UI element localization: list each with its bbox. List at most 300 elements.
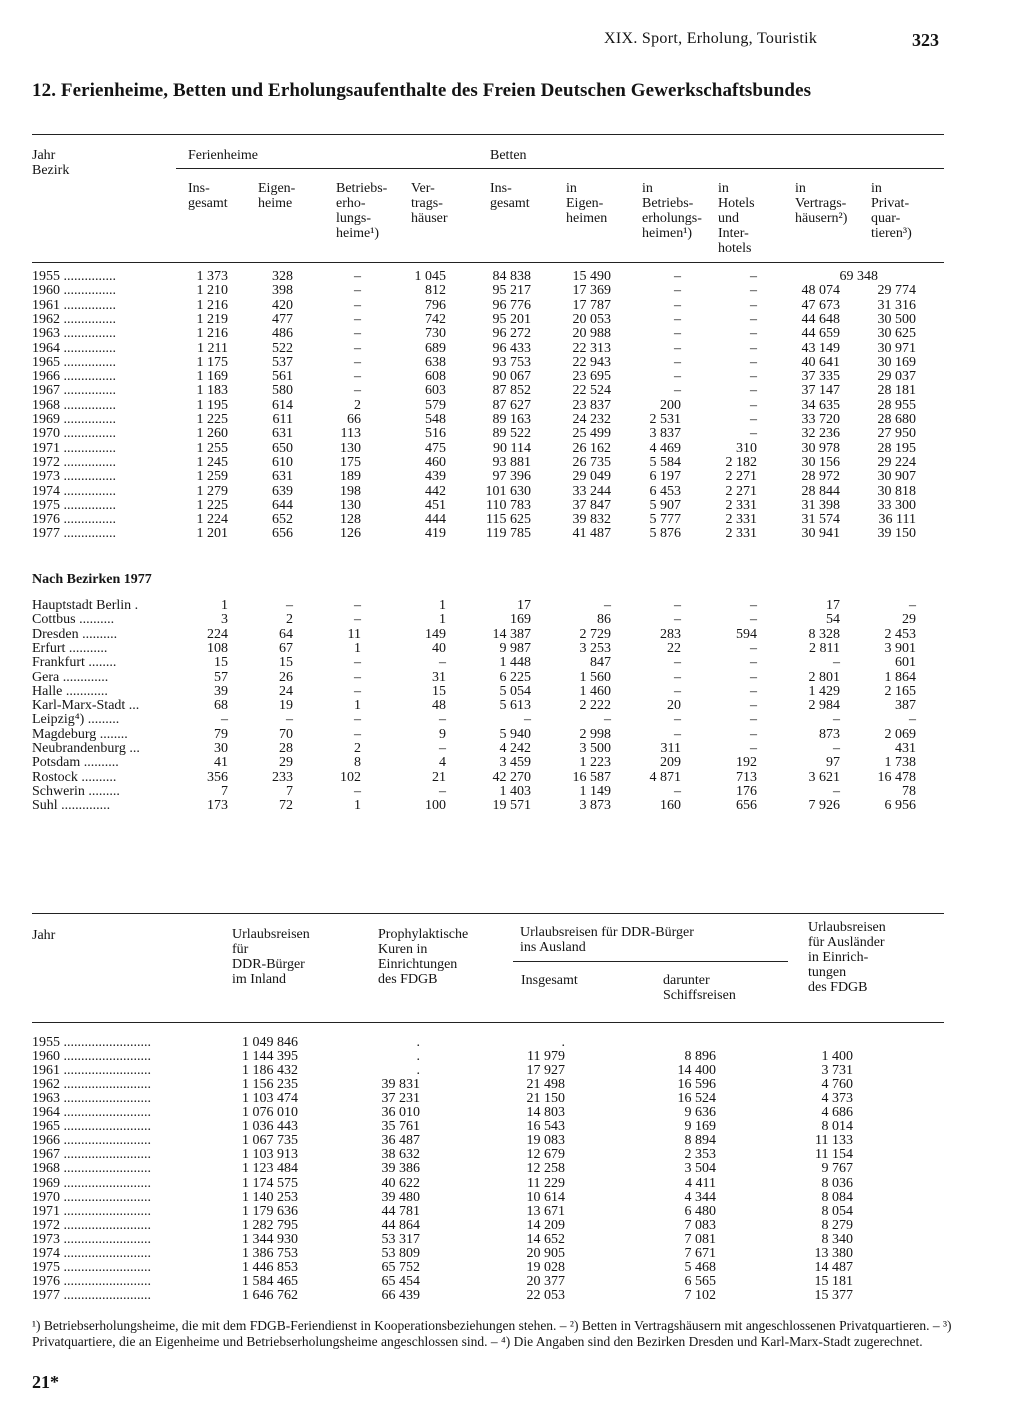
table-cell: 439: [425, 469, 446, 485]
table-cell: 610: [272, 454, 293, 470]
table-cell: –: [750, 426, 757, 442]
table-cell: 42 270: [492, 769, 531, 785]
table-cell: –: [524, 712, 531, 728]
table-row: [0, 699, 1024, 713]
table-cell: 1 584 465: [242, 1273, 298, 1289]
table-row: [0, 642, 1024, 656]
table-cell: 3 253: [579, 640, 611, 656]
table-cell: 115 625: [486, 512, 531, 528]
table-cell: 431: [895, 741, 916, 756]
table-cell: 14 387: [492, 626, 531, 642]
col-header: Ins- gesamt: [188, 181, 228, 211]
row-label: Gera .............: [32, 670, 109, 685]
table-cell: –: [750, 640, 757, 656]
table-cell: 1 448: [499, 655, 531, 671]
table-cell: 5 907: [649, 497, 681, 513]
table-cell: –: [286, 712, 293, 728]
table1-group-rule: [176, 168, 944, 169]
table-cell: 39 831: [381, 1077, 420, 1093]
table-cell: 548: [425, 412, 446, 427]
row-label: Neubrandenburg ...: [32, 742, 140, 756]
table-cell: 3 459: [499, 755, 531, 771]
row-label: Schwerin .........: [32, 784, 120, 799]
table-cell: –: [354, 783, 361, 799]
table-cell: 15 377: [814, 1287, 853, 1303]
table-cell: 328: [272, 269, 293, 284]
table-cell: 713: [736, 769, 757, 785]
group-header-ausland: Urlaubsreisen für DDR-Bürger ins Ausland: [520, 925, 694, 955]
table-row: [0, 1247, 1024, 1261]
row-label: 1966 .........................: [32, 1134, 151, 1149]
table-cell: 1 179 636: [242, 1203, 298, 1219]
table-cell: 84 838: [492, 269, 531, 284]
table-cell: 579: [425, 397, 446, 413]
table-cell: 101 630: [485, 483, 531, 499]
table-cell: 29 774: [877, 283, 916, 299]
table-cell: 644: [272, 497, 293, 513]
table-cell: 17: [826, 598, 840, 613]
table-cell: 3: [221, 612, 228, 628]
table1-header-rule: [32, 262, 944, 263]
table-cell: 689: [425, 340, 446, 356]
table-cell: 11 133: [815, 1133, 853, 1149]
table-cell: –: [674, 683, 681, 699]
table-cell: 2 811: [809, 640, 840, 656]
table-row: [0, 756, 1024, 770]
table-cell: 4 760: [821, 1077, 853, 1093]
table-cell: 650: [272, 440, 293, 456]
table-cell: 7 671: [684, 1245, 716, 1261]
table-cell: 1 446 853: [242, 1259, 298, 1275]
table-cell: 2 331: [725, 497, 757, 513]
table-cell: 3 837: [649, 426, 681, 442]
table-row: [0, 1050, 1024, 1064]
table-cell: 29 224: [877, 454, 916, 470]
table-cell: 5 876: [649, 526, 681, 542]
table-row: [0, 527, 1024, 541]
table-cell: 1 560: [579, 669, 611, 685]
table-row: [0, 1036, 1024, 1050]
row-label: 1955 .........................: [32, 1036, 151, 1050]
table-row: [0, 771, 1024, 785]
row-label: 1965 ...............: [32, 355, 116, 370]
table-cell: 1 255: [196, 440, 228, 456]
table-cell: 12 679: [526, 1147, 565, 1163]
table-cell: 37 847: [572, 497, 611, 513]
row-label: Potsdam ..........: [32, 756, 119, 771]
table-cell: 656: [272, 526, 293, 542]
table-cell: 128: [340, 512, 361, 528]
table-cell: 4 373: [821, 1091, 853, 1107]
table-cell: 1 201: [196, 526, 228, 542]
table-cell: 1 149: [579, 783, 611, 799]
col-header: Urlaubsreisen für Ausländer in Einrich- tungen des FDGB: [808, 920, 886, 995]
table-cell: 22 524: [572, 383, 611, 399]
table-cell: 21 150: [526, 1091, 565, 1107]
table-cell: 631: [272, 426, 293, 442]
table-cell: 1 864: [884, 669, 916, 685]
table-cell: 1 260: [196, 426, 228, 442]
table-cell: 4: [439, 755, 446, 771]
table-cell: 742: [425, 311, 446, 327]
table-row: [0, 728, 1024, 742]
row-label: 1964 ...............: [32, 341, 116, 356]
table-cell: 108: [207, 640, 228, 656]
table-cell: 8 014: [821, 1119, 853, 1135]
table-cell: 2 453: [884, 626, 916, 642]
table-cell: 2 165: [884, 683, 916, 699]
row-label: 1961 .........................: [32, 1064, 151, 1079]
table-cell: 173: [207, 798, 228, 814]
table-cell: 20 377: [526, 1273, 565, 1289]
table-row: [0, 413, 1024, 427]
table-cell: 89 522: [492, 426, 531, 442]
table-cell: 17 369: [572, 283, 611, 299]
table-cell: 1 210: [196, 283, 228, 299]
table-cell: 16 524: [677, 1091, 716, 1107]
table-cell: 23 837: [572, 397, 611, 413]
footnotes: ¹) Betriebserholungsheime, die mit dem FDGB-Feriendienst in Kooperationsbeziehungen stehen. – ²) Betten in Vertragshäusern mit angeschlossenen Privatquartieren. – ³) Privatquartiere, die an Eigenheime und Betriebserholungsheime angeschlossen sind. – ⁴) Die Angaben sind den Bezirken Dresden und Karl-Marx-Stadt zugerechnet.: [32, 1318, 952, 1349]
table-cell: 1 400: [821, 1049, 853, 1065]
table-cell: 2 331: [725, 526, 757, 542]
table-cell: 1 216: [196, 326, 228, 342]
table-cell: 2 182: [725, 454, 757, 470]
table-row: [0, 1275, 1024, 1289]
table-cell: 17: [517, 598, 531, 613]
table-cell: –: [750, 340, 757, 356]
row-label: 1965 .........................: [32, 1120, 151, 1135]
table-cell: 10 614: [526, 1189, 565, 1205]
table-cell: 28 181: [877, 383, 916, 399]
table-cell: 30 500: [877, 311, 916, 327]
table-cell: 8 279: [821, 1217, 853, 1233]
table-cell: 730: [425, 326, 446, 342]
row-label: Rostock ..........: [32, 770, 117, 785]
table-cell: 24 232: [572, 412, 611, 427]
table-cell: 26 162: [572, 440, 611, 456]
row-label: 1972 ...............: [32, 455, 116, 470]
table-cell: –: [354, 612, 361, 628]
table-cell: 812: [425, 283, 446, 299]
table-cell: 1 174 575: [242, 1175, 298, 1191]
table-cell: 28: [279, 741, 293, 756]
table-cell: 70: [279, 726, 293, 742]
table-cell: 21: [432, 769, 446, 785]
row-label: 1963 .........................: [32, 1092, 151, 1107]
table-cell: 283: [660, 626, 681, 642]
table-row: [0, 270, 1024, 284]
table-cell: 2: [354, 397, 361, 413]
table-cell: 31: [432, 669, 446, 685]
table1-top-rule: [32, 134, 944, 135]
table-cell: –: [674, 269, 681, 284]
table-cell: 36 010: [381, 1105, 420, 1121]
table-cell: 39 832: [572, 512, 611, 528]
running-head: XIX. Sport, Erholung, Touristik: [604, 30, 818, 47]
table-row: [0, 1064, 1024, 1078]
table-cell: –: [674, 655, 681, 671]
table-cell: 90 067: [492, 369, 531, 385]
table-cell: 614: [272, 397, 293, 413]
table-cell: 9: [439, 726, 446, 742]
table-cell: 2: [354, 741, 361, 756]
row-label: 1969 ...............: [32, 413, 116, 427]
table-cell: 97 396: [492, 469, 531, 485]
table-cell: –: [674, 311, 681, 327]
table-cell: 2 998: [579, 726, 611, 742]
row-label: Hauptstadt Berlin .: [32, 599, 139, 613]
table-cell: 475: [425, 440, 446, 456]
table-cell: 14 803: [526, 1105, 565, 1121]
table-cell: 638: [425, 354, 446, 370]
table-cell: 25 499: [572, 426, 611, 442]
table-cell: 1 282 795: [242, 1217, 298, 1233]
table-cell: –: [439, 741, 446, 756]
table-cell: 20 988: [572, 326, 611, 342]
row-label: 1962 .........................: [32, 1078, 151, 1093]
table-cell: 1: [221, 598, 228, 613]
table-cell: 30: [214, 741, 228, 756]
table-cell: 4 242: [499, 741, 531, 756]
table1-stub-header: Jahr Bezirk: [32, 148, 70, 178]
table-cell: 192: [736, 755, 757, 771]
table-cell: 6 225: [499, 669, 531, 685]
table-cell: 40: [432, 640, 446, 656]
table-cell: 1 373: [196, 269, 228, 284]
table-cell: .: [561, 1035, 565, 1050]
table-cell: 1 403: [499, 783, 531, 799]
table-cell: 36 111: [878, 512, 916, 528]
table-cell: 1 067 735: [242, 1133, 298, 1149]
table-cell: 224: [207, 626, 228, 642]
table-cell: 26 735: [572, 454, 611, 470]
table-cell: 8 084: [821, 1189, 853, 1205]
row-label: 1966 ...............: [32, 370, 116, 385]
table-cell: .: [416, 1035, 420, 1050]
row-label: 1974 ...............: [32, 484, 116, 499]
table-cell: 2 331: [725, 512, 757, 528]
table-cell: 14 652: [526, 1231, 565, 1247]
table-cell: –: [604, 598, 611, 613]
table-cell: 160: [660, 798, 681, 814]
table-cell: 44 648: [801, 311, 840, 327]
table-cell: 15: [214, 655, 228, 671]
table-cell: –: [750, 397, 757, 413]
page-number: 323: [912, 30, 939, 50]
table-cell: 1 460: [579, 683, 611, 699]
table-cell: 30 907: [877, 469, 916, 485]
table-cell: 1 344 930: [242, 1231, 298, 1247]
table-cell: 8: [354, 755, 361, 771]
table-cell: 7 083: [684, 1217, 716, 1233]
table-cell: 21 498: [526, 1077, 565, 1093]
table-cell: 54: [826, 612, 840, 628]
table-cell: 4 411: [685, 1175, 716, 1191]
table-cell: –: [750, 269, 757, 284]
table-cell: 1 045: [414, 269, 446, 284]
table-cell: –: [750, 354, 757, 370]
table-row: [0, 685, 1024, 699]
table-cell: 1 049 846: [242, 1035, 298, 1050]
table-cell: 3 731: [821, 1063, 853, 1079]
table-cell: –: [354, 383, 361, 399]
table-cell: 15: [279, 655, 293, 671]
table-cell: 93 753: [492, 354, 531, 370]
row-label: Cottbus ..........: [32, 613, 115, 628]
table-row: [0, 513, 1024, 527]
table-cell: –: [674, 383, 681, 399]
table-cell: 14 209: [526, 1217, 565, 1233]
table-cell: 1 386 753: [242, 1245, 298, 1261]
table-cell: –: [354, 598, 361, 613]
table-cell: 561: [272, 369, 293, 385]
table-cell: 16 596: [677, 1077, 716, 1093]
table-cell: 15 181: [814, 1273, 853, 1289]
table-cell: 3 873: [579, 798, 611, 814]
table-cell: 2 531: [649, 412, 681, 427]
table-cell: –: [750, 326, 757, 342]
table-cell: –: [286, 598, 293, 613]
table-row: [0, 1233, 1024, 1247]
table-cell: 119 785: [486, 526, 531, 542]
table-cell: 41 487: [572, 526, 611, 542]
table-cell: 176: [736, 783, 757, 799]
table-cell: 29: [279, 755, 293, 771]
table-cell: 40 641: [801, 354, 840, 370]
table-cell: 28 844: [801, 483, 840, 499]
table-cell: 14 487: [814, 1259, 853, 1275]
table-cell: 9 636: [684, 1105, 716, 1121]
table-cell: –: [750, 383, 757, 399]
table-cell: 30 625: [877, 326, 916, 342]
table-cell: 5 468: [684, 1259, 716, 1275]
table-cell: 4 871: [649, 769, 681, 785]
table-cell: 22 053: [526, 1287, 565, 1303]
table-cell: 28 972: [801, 469, 840, 485]
table-cell: 1: [354, 798, 361, 814]
table-cell: 5 613: [499, 698, 531, 714]
table-cell: 611: [272, 412, 293, 427]
table-cell: 477: [272, 311, 293, 327]
table-cell: 656: [736, 798, 757, 814]
table-cell: 23 695: [572, 369, 611, 385]
table-row: [0, 713, 1024, 727]
table2-top-rule: [32, 913, 944, 914]
table-cell: 5 584: [649, 454, 681, 470]
table-cell: 1 144 395: [242, 1049, 298, 1065]
table-cell: –: [833, 783, 840, 799]
table-cell: 96 776: [492, 297, 531, 313]
table-cell: –: [221, 712, 228, 728]
table-cell: –: [674, 340, 681, 356]
table-cell: 20 053: [572, 311, 611, 327]
group-header-ferienheime: Ferienheime: [188, 148, 258, 163]
table-cell: 2 801: [808, 669, 840, 685]
table-cell: 1 223: [579, 755, 611, 771]
table-cell: –: [439, 783, 446, 799]
table-cell: 33 720: [801, 412, 840, 427]
col-header: Ver- trags- häuser: [411, 181, 448, 226]
table-cell: –: [750, 297, 757, 313]
table-row: [0, 399, 1024, 413]
table-cell: 149: [425, 626, 446, 642]
table-cell: 233: [272, 769, 293, 785]
table-cell: 15 490: [572, 269, 611, 284]
row-label: Suhl ..............: [32, 799, 111, 814]
table-cell: –: [674, 326, 681, 342]
table-cell: 1 279: [196, 483, 228, 499]
table-cell: 29 049: [572, 469, 611, 485]
table-row: [0, 327, 1024, 341]
table-cell: 1: [354, 698, 361, 714]
table-cell: 17 787: [572, 297, 611, 313]
table-cell: 11 154: [815, 1147, 853, 1163]
table-cell: 96 433: [492, 340, 531, 356]
signature-mark: 21*: [32, 1372, 59, 1392]
row-label: 1971 .........................: [32, 1204, 151, 1219]
table-cell: 39 480: [381, 1189, 420, 1205]
table-cell: –: [833, 741, 840, 756]
table-cell: 89 163: [492, 412, 531, 427]
table-cell: –: [750, 369, 757, 385]
row-label: 1975 .........................: [32, 1260, 151, 1275]
table-cell: –: [439, 655, 446, 671]
table-cell: –: [354, 655, 361, 671]
table-cell: 1 175: [196, 354, 228, 370]
table-cell: 1: [439, 598, 446, 613]
table-cell: 72: [279, 798, 293, 814]
row-label: 1976 .........................: [32, 1274, 151, 1289]
table-cell: –: [750, 669, 757, 685]
table-cell: 113: [340, 426, 361, 442]
table-cell: 43 149: [801, 340, 840, 356]
table-row: [0, 384, 1024, 398]
table-cell: 30 971: [877, 340, 916, 356]
table-cell: 22 943: [572, 354, 611, 370]
table-cell: 1 211: [197, 340, 228, 356]
table-cell: 28 195: [877, 440, 916, 456]
row-label: 1973 ...............: [32, 470, 116, 485]
table-row: [0, 356, 1024, 370]
table-cell: –: [354, 326, 361, 342]
table-cell: –: [750, 598, 757, 613]
table-cell: 419: [425, 526, 446, 542]
table-cell: 97: [826, 755, 840, 771]
row-label: 1970 ...............: [32, 427, 116, 442]
row-label: 1961 ...............: [32, 298, 116, 313]
row-label: Frankfurt ........: [32, 656, 117, 671]
table-row: [0, 799, 1024, 813]
row-label: 1968 .........................: [32, 1162, 151, 1177]
table-cell: 126: [340, 526, 361, 542]
table2-header-rule: [32, 1022, 944, 1023]
table-row: [0, 1120, 1024, 1134]
table-cell: –: [354, 354, 361, 370]
table-cell: 603: [425, 383, 446, 399]
table-row: [0, 1106, 1024, 1120]
table-cell: 1 429: [808, 683, 840, 699]
table-row: [0, 1092, 1024, 1106]
table-cell: 11 979: [527, 1049, 565, 1065]
table-cell: 444: [425, 512, 446, 528]
table-cell: –: [750, 712, 757, 728]
table-cell: 608: [425, 369, 446, 385]
table-cell: 67: [279, 640, 293, 656]
table-cell: 1 738: [884, 755, 916, 771]
table-cell: 65 752: [381, 1259, 420, 1275]
table-cell: –: [354, 726, 361, 742]
table-cell: –: [750, 283, 757, 299]
